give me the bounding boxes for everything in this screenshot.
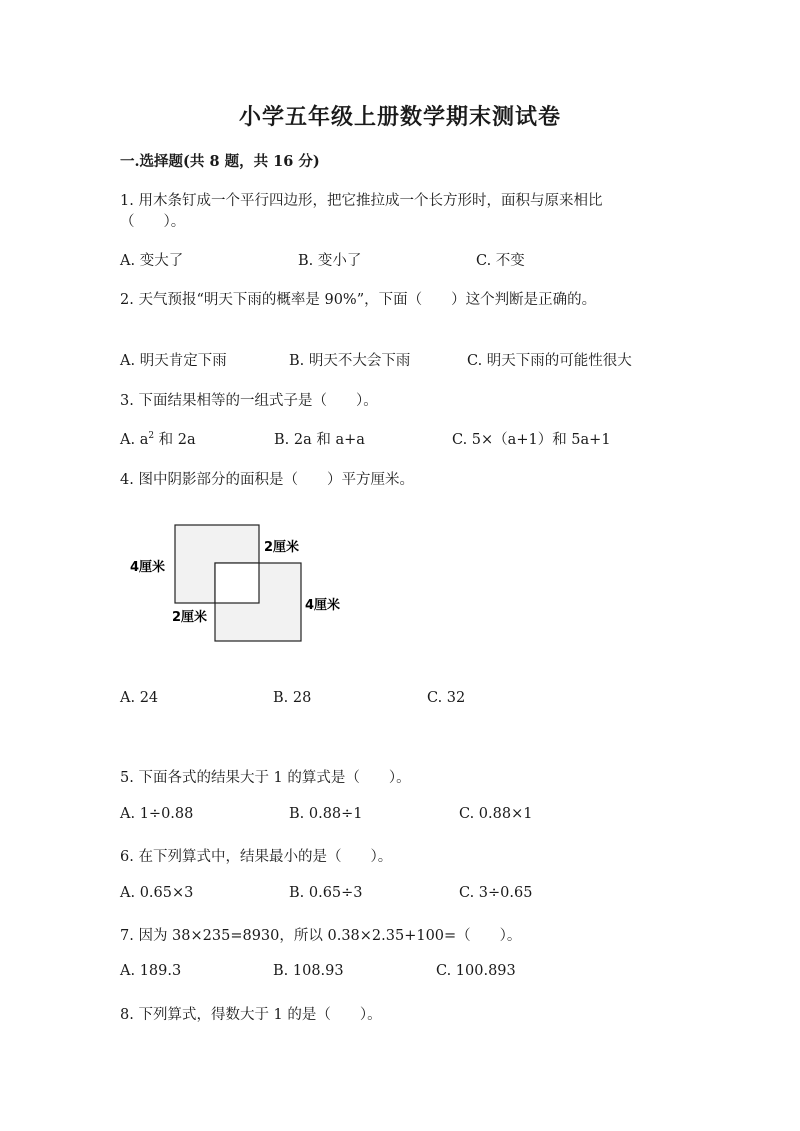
question-8-stem: 8. 下列算式，得数大于 1 的是（ ）。	[120, 1007, 382, 1023]
question-2-stem: 2. 天气预报“明天下雨的概率是 90%”，下面（ ）这个判断是正确的。	[120, 292, 597, 308]
question-3-option-c[interactable]: C. 5×（a+1）和 5a+1	[452, 432, 611, 448]
question-3-option-a-base: A. a	[120, 432, 149, 448]
question-5-option-c[interactable]: C. 0.88×1	[459, 806, 533, 822]
question-7-option-b[interactable]: B. 108.93	[273, 963, 344, 979]
question-3-stem: 3. 下面结果相等的一组式子是（ ）。	[120, 393, 378, 409]
question-3-option-b[interactable]: B. 2a 和 a+a	[274, 432, 365, 448]
question-3-option-a-rest: 和 2a	[154, 432, 196, 448]
question-1-option-a[interactable]: A. 变大了	[120, 253, 184, 269]
question-5-option-b[interactable]: B. 0.88÷1	[289, 806, 363, 822]
label-right-4cm: 4厘米	[305, 598, 341, 613]
question-4-stem: 4. 图中阴影部分的面积是（ ）平方厘米。	[120, 472, 414, 488]
question-4-option-c[interactable]: C. 32	[427, 690, 466, 706]
question-1-option-c[interactable]: C. 不变	[476, 253, 525, 269]
question-6-option-b[interactable]: B. 0.65÷3	[289, 885, 363, 901]
question-6-option-a[interactable]: A. 0.65×3	[120, 885, 194, 901]
label-left-4cm: 4厘米	[130, 560, 166, 575]
question-4-option-b[interactable]: B. 28	[273, 690, 312, 706]
question-6-option-c[interactable]: C. 3÷0.65	[459, 885, 533, 901]
question-1-stem-line2: （ ）。	[120, 214, 186, 230]
question-2-option-c[interactable]: C. 明天下雨的可能性很大	[467, 353, 632, 369]
question-7-stem: 7. 因为 38×235=8930，所以 0.38×2.35+100=（ ）。	[120, 928, 522, 944]
question-1-stem-line1: 1. 用木条钉成一个平行四边形，把它推拉成一个长方形时，面积与原来相比	[120, 193, 603, 209]
question-6-stem: 6. 在下列算式中，结果最小的是（ ）。	[120, 849, 393, 865]
question-4-option-a[interactable]: A. 24	[120, 690, 159, 706]
overlapping-squares-figure	[125, 515, 365, 655]
question-3-option-a[interactable]	[120, 428, 196, 449]
section-heading: 一.选择题(共 8 题，共 16 分)	[120, 153, 320, 170]
question-5-stem: 5. 下面各式的结果大于 1 的算式是（ ）。	[120, 770, 411, 786]
overlap-square	[215, 563, 259, 603]
label-bottom-2cm: 2厘米	[172, 610, 208, 625]
page-title: 小学五年级上册数学期末测试卷	[238, 104, 561, 130]
question-2-option-a[interactable]: A. 明天肯定下雨	[120, 353, 227, 369]
question-1-option-b[interactable]: B. 变小了	[298, 253, 362, 269]
question-2-option-b[interactable]: B. 明天不大会下雨	[289, 353, 411, 369]
label-top-2cm: 2厘米	[264, 540, 300, 555]
question-7-option-a[interactable]: A. 189.3	[120, 963, 182, 979]
question-3-option-a-exponent: 2	[148, 431, 155, 442]
question-7-option-c[interactable]: C. 100.893	[436, 963, 516, 979]
question-5-option-a[interactable]: A. 1÷0.88	[120, 806, 194, 822]
